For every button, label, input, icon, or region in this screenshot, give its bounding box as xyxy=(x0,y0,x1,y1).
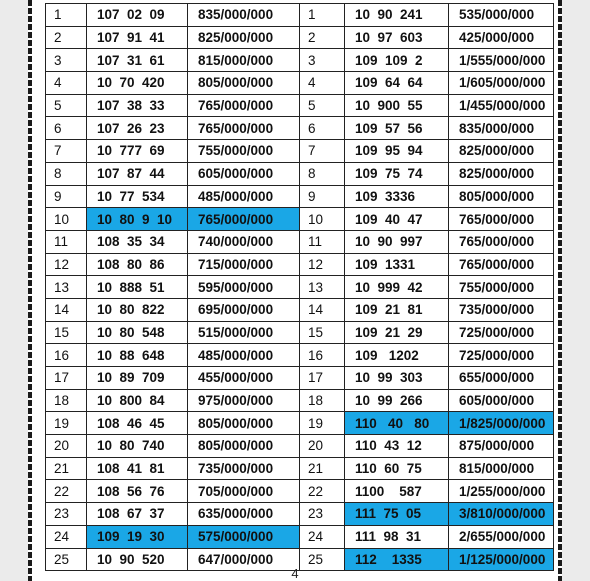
left-row-index: 12 xyxy=(46,253,87,276)
left-number-cell: 108 46 45 xyxy=(87,412,188,435)
right-number-cell: 109 75 74 xyxy=(345,162,449,185)
right-number-cell: 109 40 47 xyxy=(345,208,449,231)
right-price-cell: 1/125/000/000 xyxy=(449,548,554,571)
right-row-index: 25 xyxy=(300,548,345,571)
left-row-index: 5 xyxy=(46,94,87,117)
table-row xyxy=(46,367,554,390)
left-row-index: 14 xyxy=(46,298,87,321)
right-row-index: 16 xyxy=(300,344,345,367)
left-price-cell: 575/000/000 xyxy=(188,525,300,548)
table-row xyxy=(46,72,554,95)
table-row xyxy=(46,49,554,72)
right-price-cell: 765/000/000 xyxy=(449,230,554,253)
left-number-cell: 109 19 30 xyxy=(87,525,188,548)
left-price-cell: 455/000/000 xyxy=(188,367,300,390)
left-row-index: 4 xyxy=(46,72,87,95)
left-price-cell: 765/000/000 xyxy=(188,94,300,117)
table-row xyxy=(46,117,554,140)
right-price-cell: 765/000/000 xyxy=(449,253,554,276)
right-number-cell: 111 75 05 xyxy=(345,503,449,526)
right-number-cell: 10 99 303 xyxy=(345,367,449,390)
left-row-index: 22 xyxy=(46,480,87,503)
left-price-cell: 755/000/000 xyxy=(188,140,300,163)
left-number-cell: 108 41 81 xyxy=(87,457,188,480)
right-row-index: 19 xyxy=(300,412,345,435)
left-price-cell: 815/000/000 xyxy=(188,49,300,72)
left-number-cell: 10 90 520 xyxy=(87,548,188,571)
right-number-cell: 110 40 80 xyxy=(345,412,449,435)
left-row-index: 16 xyxy=(46,344,87,367)
left-row-index: 1 xyxy=(46,4,87,27)
right-row-index: 13 xyxy=(300,276,345,299)
left-row-index: 2 xyxy=(46,26,87,49)
right-price-cell: 765/000/000 xyxy=(449,208,554,231)
right-number-cell: 109 21 81 xyxy=(345,298,449,321)
right-row-index: 6 xyxy=(300,117,345,140)
left-row-index: 15 xyxy=(46,321,87,344)
left-number-cell: 10 800 84 xyxy=(87,389,188,412)
right-row-index: 14 xyxy=(300,298,345,321)
table-row xyxy=(46,389,554,412)
left-row-index: 9 xyxy=(46,185,87,208)
table-row xyxy=(46,162,554,185)
left-row-index: 17 xyxy=(46,367,87,390)
right-row-index: 3 xyxy=(300,49,345,72)
right-number-cell: 111 98 31 xyxy=(345,525,449,548)
right-number-cell: 10 900 55 xyxy=(345,94,449,117)
right-number-cell: 109 95 94 xyxy=(345,140,449,163)
right-number-cell: 109 64 64 xyxy=(345,72,449,95)
left-number-cell: 108 56 76 xyxy=(87,480,188,503)
table-row xyxy=(46,230,554,253)
left-number-cell: 10 80 740 xyxy=(87,435,188,458)
left-number-cell: 107 26 23 xyxy=(87,117,188,140)
right-number-cell: 10 90 241 xyxy=(345,4,449,27)
left-price-cell: 765/000/000 xyxy=(188,208,300,231)
right-row-index: 22 xyxy=(300,480,345,503)
left-row-index: 7 xyxy=(46,140,87,163)
left-row-index: 19 xyxy=(46,412,87,435)
right-row-index: 15 xyxy=(300,321,345,344)
right-row-index: 8 xyxy=(300,162,345,185)
right-number-cell: 10 99 266 xyxy=(345,389,449,412)
right-price-cell: 735/000/000 xyxy=(449,298,554,321)
left-row-index: 6 xyxy=(46,117,87,140)
left-price-cell: 740/000/000 xyxy=(188,230,300,253)
right-price-cell: 875/000/000 xyxy=(449,435,554,458)
left-number-cell: 10 80 9 10 xyxy=(87,208,188,231)
table-row xyxy=(46,321,554,344)
right-number-cell: 10 90 997 xyxy=(345,230,449,253)
right-number-cell: 109 109 2 xyxy=(345,49,449,72)
right-number-cell: 109 57 56 xyxy=(345,117,449,140)
right-number-cell: 109 21 29 xyxy=(345,321,449,344)
right-number-cell: 109 1202 xyxy=(345,344,449,367)
left-row-index: 24 xyxy=(46,525,87,548)
right-price-cell: 425/000/000 xyxy=(449,26,554,49)
right-price-cell: 815/000/000 xyxy=(449,457,554,480)
right-price-cell: 1/825/000/000 xyxy=(449,412,554,435)
right-number-cell: 1100 587 xyxy=(345,480,449,503)
right-number-cell: 110 43 12 xyxy=(345,435,449,458)
left-number-cell: 107 87 44 xyxy=(87,162,188,185)
left-row-index: 11 xyxy=(46,230,87,253)
table-row xyxy=(46,344,554,367)
right-price-cell: 825/000/000 xyxy=(449,162,554,185)
left-number-cell: 108 80 86 xyxy=(87,253,188,276)
right-row-index: 11 xyxy=(300,230,345,253)
right-number-cell: 109 1331 xyxy=(345,253,449,276)
left-price-cell: 805/000/000 xyxy=(188,412,300,435)
left-price-cell: 705/000/000 xyxy=(188,480,300,503)
left-number-cell: 107 02 09 xyxy=(87,4,188,27)
left-price-cell: 805/000/000 xyxy=(188,435,300,458)
right-price-cell: 805/000/000 xyxy=(449,185,554,208)
right-row-index: 21 xyxy=(300,457,345,480)
right-price-cell: 605/000/000 xyxy=(449,389,554,412)
left-price-cell: 715/000/000 xyxy=(188,253,300,276)
left-row-index: 25 xyxy=(46,548,87,571)
right-row-index: 10 xyxy=(300,208,345,231)
table-row xyxy=(46,525,554,548)
table-row xyxy=(46,253,554,276)
left-row-index: 23 xyxy=(46,503,87,526)
left-price-cell: 485/000/000 xyxy=(188,185,300,208)
table-row xyxy=(46,26,554,49)
page-number: 4 xyxy=(291,566,299,581)
right-price-cell: 1/255/000/000 xyxy=(449,480,554,503)
left-price-cell: 647/000/000 xyxy=(188,548,300,571)
left-row-index: 8 xyxy=(46,162,87,185)
right-row-index: 7 xyxy=(300,140,345,163)
table-row xyxy=(46,208,554,231)
right-row-index: 20 xyxy=(300,435,345,458)
right-price-cell: 825/000/000 xyxy=(449,140,554,163)
right-row-index: 4 xyxy=(300,72,345,95)
page-border-right xyxy=(558,0,562,581)
right-row-index: 5 xyxy=(300,94,345,117)
table-body xyxy=(46,4,554,571)
left-price-cell: 735/000/000 xyxy=(188,457,300,480)
right-row-index: 23 xyxy=(300,503,345,526)
left-number-cell: 10 88 648 xyxy=(87,344,188,367)
right-row-index: 24 xyxy=(300,525,345,548)
table-row xyxy=(46,435,554,458)
table-row xyxy=(46,298,554,321)
right-price-cell: 835/000/000 xyxy=(449,117,554,140)
left-price-cell: 605/000/000 xyxy=(188,162,300,185)
left-price-cell: 835/000/000 xyxy=(188,4,300,27)
left-row-index: 21 xyxy=(46,457,87,480)
left-number-cell: 108 67 37 xyxy=(87,503,188,526)
page-border-left xyxy=(28,0,32,581)
right-row-index: 2 xyxy=(300,26,345,49)
table-row xyxy=(46,480,554,503)
table-row xyxy=(46,457,554,480)
left-row-index: 3 xyxy=(46,49,87,72)
left-number-cell: 10 89 709 xyxy=(87,367,188,390)
right-row-index: 12 xyxy=(300,253,345,276)
right-price-cell: 1/555/000/000 xyxy=(449,49,554,72)
right-row-index: 18 xyxy=(300,389,345,412)
right-number-cell: 112 1335 xyxy=(345,548,449,571)
left-row-index: 20 xyxy=(46,435,87,458)
left-number-cell: 10 77 534 xyxy=(87,185,188,208)
right-number-cell: 109 3336 xyxy=(345,185,449,208)
left-price-cell: 515/000/000 xyxy=(188,321,300,344)
left-price-cell: 485/000/000 xyxy=(188,344,300,367)
left-price-cell: 805/000/000 xyxy=(188,72,300,95)
left-price-cell: 975/000/000 xyxy=(188,389,300,412)
table-row xyxy=(46,412,554,435)
right-row-index: 17 xyxy=(300,367,345,390)
phone-number-price-table xyxy=(45,3,554,571)
table-row xyxy=(46,140,554,163)
left-row-index: 13 xyxy=(46,276,87,299)
right-price-cell: 755/000/000 xyxy=(449,276,554,299)
left-price-cell: 635/000/000 xyxy=(188,503,300,526)
right-row-index: 1 xyxy=(300,4,345,27)
document-page xyxy=(28,0,562,581)
right-number-cell: 10 999 42 xyxy=(345,276,449,299)
left-price-cell: 765/000/000 xyxy=(188,117,300,140)
table-row xyxy=(46,185,554,208)
table-row xyxy=(46,503,554,526)
right-price-cell: 655/000/000 xyxy=(449,367,554,390)
right-price-cell: 3/810/000/000 xyxy=(449,503,554,526)
left-price-cell: 595/000/000 xyxy=(188,276,300,299)
left-number-cell: 107 91 41 xyxy=(87,26,188,49)
left-number-cell: 10 70 420 xyxy=(87,72,188,95)
left-number-cell: 107 38 33 xyxy=(87,94,188,117)
right-price-cell: 725/000/000 xyxy=(449,344,554,367)
table-row xyxy=(46,94,554,117)
left-price-cell: 825/000/000 xyxy=(188,26,300,49)
left-number-cell: 107 31 61 xyxy=(87,49,188,72)
right-price-cell: 2/655/000/000 xyxy=(449,525,554,548)
right-price-cell: 1/605/000/000 xyxy=(449,72,554,95)
right-price-cell: 725/000/000 xyxy=(449,321,554,344)
left-number-cell: 10 777 69 xyxy=(87,140,188,163)
left-price-cell: 695/000/000 xyxy=(188,298,300,321)
left-number-cell: 108 35 34 xyxy=(87,230,188,253)
left-number-cell: 10 888 51 xyxy=(87,276,188,299)
left-number-cell: 10 80 822 xyxy=(87,298,188,321)
left-number-cell: 10 80 548 xyxy=(87,321,188,344)
table-row xyxy=(46,4,554,27)
table-row xyxy=(46,276,554,299)
left-row-index: 10 xyxy=(46,208,87,231)
right-number-cell: 110 60 75 xyxy=(345,457,449,480)
right-price-cell: 1/455/000/000 xyxy=(449,94,554,117)
right-row-index: 9 xyxy=(300,185,345,208)
right-price-cell: 535/000/000 xyxy=(449,4,554,27)
right-number-cell: 10 97 603 xyxy=(345,26,449,49)
left-row-index: 18 xyxy=(46,389,87,412)
